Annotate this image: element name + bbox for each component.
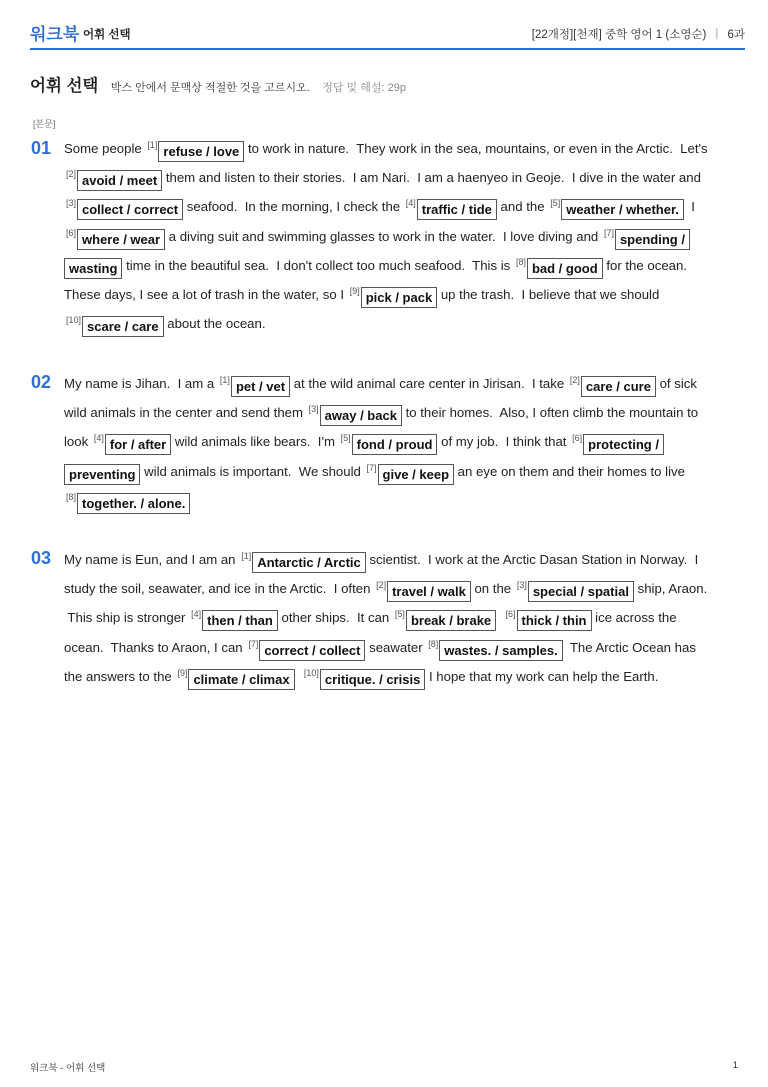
passage-line (64, 659, 742, 688)
blank-number: [6] (505, 609, 516, 620)
blank-number: [9] (177, 667, 188, 678)
passage-text: ice across the (591, 610, 677, 626)
passage-line (64, 219, 742, 248)
passage-line (64, 542, 742, 571)
blank-number: [2] (376, 580, 387, 591)
passage-line (64, 306, 742, 335)
blank-number: [5] (550, 198, 561, 209)
passage-text: to work in nature. They work in the sea, mountains, or even in the Arctic. Let's (244, 141, 708, 156)
blank-number: [1] (241, 551, 252, 561)
blank-number: [3] (66, 198, 77, 209)
passage-line (64, 189, 742, 218)
choice-box[interactable]: scare / care (82, 316, 164, 337)
passage-text: of sick (655, 376, 697, 391)
blank-number: [5] (394, 609, 405, 620)
blank-number: [4] (93, 433, 104, 444)
blank-number: [10] (303, 667, 319, 678)
answer-reference: 정답 및 해설: 29p (322, 82, 406, 94)
passage-text: I hope that my work can help the Earth. (425, 668, 659, 684)
passage-text: of my job. I think that (437, 434, 571, 450)
passage-text: up the trash. I believe that we should (437, 286, 660, 302)
passage-text: at the wild animal care center in Jirisan. I take (290, 376, 568, 391)
passage-text: The Arctic Ocean has (562, 639, 696, 655)
blank-number: [3] (516, 580, 527, 591)
passage-line (64, 277, 742, 306)
choice-box[interactable]: weather / whether. (561, 199, 684, 220)
choice-box[interactable]: traffic / tide (417, 199, 497, 220)
choice-box[interactable]: avoid / meet (77, 170, 162, 191)
passage-text: for the ocean. (602, 257, 687, 273)
lesson-label: 6과 (727, 29, 745, 41)
passage-text: wild animals in the center and send them (64, 405, 307, 421)
choice-box[interactable]: pick / pack (361, 287, 437, 308)
blank-number: [10] (66, 315, 82, 326)
passage-text: wild animals is important. We should (140, 463, 365, 479)
blank-number: [1] (147, 140, 158, 150)
blank-number: [6] (572, 433, 583, 444)
section-title-row (30, 72, 406, 96)
blank-number: [7] (603, 227, 614, 238)
choice-box[interactable]: then / than (202, 610, 278, 631)
passage-text: Some people (64, 141, 146, 156)
passage-text: to their homes. Also, I often climb the mountain to (401, 405, 699, 421)
blank-number: [8] (66, 491, 77, 502)
choice-box[interactable]: pet / vet (231, 376, 290, 397)
passage-line (64, 483, 742, 512)
choice-box[interactable]: Antarctic / Arctic (252, 552, 366, 573)
choice-box[interactable]: protecting / (583, 434, 664, 455)
passage-text: I (683, 199, 695, 215)
blank-number: [6] (66, 227, 77, 238)
passage-line (64, 454, 742, 483)
instruction-text: 박스 안에서 문맥상 적절한 것을 고르시오. (110, 82, 310, 94)
passage-line (64, 630, 742, 659)
blank-number: [8] (515, 256, 526, 267)
choice-box[interactable]: preventing (64, 464, 140, 485)
page-header (30, 20, 745, 50)
choice-box[interactable]: break / brake (406, 610, 496, 631)
passage-text: This ship is stronger (64, 610, 190, 626)
blank-number: [1] (219, 375, 230, 385)
passage-text: an eye on them and their homes to live (454, 463, 685, 479)
brand-title: 워크북 (30, 25, 80, 44)
passage-text: about the ocean. (163, 316, 266, 332)
blank-number: [8] (428, 638, 439, 649)
source-tag: [본문] (33, 119, 56, 129)
passage-line (64, 571, 742, 600)
choice-box[interactable]: where / wear (77, 229, 165, 250)
passage-text: and the (496, 199, 549, 215)
choice-box[interactable]: care / cure (581, 376, 656, 397)
header-subtitle: 어휘 선택 (83, 29, 131, 41)
header-separator: ㅣ (711, 29, 723, 41)
passage-line (64, 160, 742, 189)
passage-text: on the (470, 581, 515, 597)
passage-text: time in the beautiful sea. I don't collect too much seafood. This is (122, 257, 514, 273)
blank-number: [3] (308, 404, 319, 415)
passage-03 (64, 542, 742, 688)
passage-line (64, 131, 742, 160)
footer-label: 워크북 - 어휘 선택 (30, 1063, 106, 1074)
choice-box[interactable]: climate / climax (188, 669, 294, 690)
passage-text: seawater (365, 639, 427, 655)
choice-box[interactable]: away / back (320, 405, 402, 426)
passage-text: My name is Eun, and I am an (64, 552, 240, 567)
section-title: 어휘 선택 (30, 77, 99, 95)
choice-box[interactable]: spending / (615, 229, 690, 250)
blank-number: [2] (569, 375, 580, 385)
passage-text: ocean. Thanks to Araon, I can (64, 639, 247, 655)
choice-box[interactable]: wastes. / samples. (439, 640, 562, 661)
passage-text (295, 669, 302, 684)
blank-number: [7] (248, 638, 259, 649)
passage-text: them and listen to their stories. I am Nari. I am a haenyeo in Geoje. I dive in the water and (162, 170, 701, 186)
choice-box[interactable]: bad / good (527, 258, 603, 279)
choice-box[interactable]: wasting (64, 258, 122, 279)
passage-text: study the soil, seawater, and ice in the Arctic. I often (64, 581, 375, 597)
blank-number: [5] (340, 433, 351, 444)
choice-box[interactable]: travel / walk (387, 581, 471, 602)
course-title: [22개정][천재] 중학 영어 1 (소영순) (531, 29, 707, 41)
passage-text: scientist. I work at the Arctic Dasan Station in Norway. I (365, 552, 699, 567)
blank-number: [4] (405, 198, 416, 209)
question-number-02: 02 (31, 372, 52, 392)
choice-box[interactable]: correct / collect (259, 640, 365, 661)
blank-number: [7] (366, 462, 377, 473)
choice-box[interactable]: thick / thin (517, 610, 592, 631)
choice-box[interactable]: special / spatial (528, 581, 634, 602)
question-number-03: 03 (31, 548, 52, 568)
passage-text: other ships. It can (277, 610, 393, 626)
passage-01 (64, 131, 742, 335)
passage-line (64, 424, 742, 453)
passage-line (64, 600, 742, 629)
passage-text: My name is Jihan. I am a (64, 376, 218, 391)
page-number: 1 (732, 1060, 738, 1071)
passage-02 (64, 366, 742, 512)
passage-line (64, 248, 742, 277)
passage-text: look (64, 434, 92, 450)
choice-box[interactable]: critique. / crisis (320, 669, 425, 690)
choice-box[interactable]: for / after (105, 434, 171, 455)
passage-text: the answers to the (64, 668, 176, 684)
passage-text: seafood. In the morning, I check the (183, 199, 404, 215)
choice-box[interactable]: collect / correct (77, 199, 183, 220)
choice-box[interactable]: refuse / love (158, 141, 244, 162)
choice-box[interactable]: together. / alone. (77, 493, 190, 514)
blank-number: [4] (191, 609, 202, 620)
question-number-01: 01 (31, 138, 52, 158)
passage-text: ship, Araon. (633, 581, 708, 597)
passage-text: These days, I see a lot of trash in the water, so I (64, 286, 348, 302)
passage-line (64, 366, 742, 395)
passage-line (64, 395, 742, 424)
course-info (532, 26, 745, 42)
passage-text (496, 610, 503, 625)
choice-box[interactable]: fond / proud (352, 434, 438, 455)
passage-text: a diving suit and swimming glasses to work in the water. I love diving and (165, 228, 602, 244)
passage-text: wild animals like bears. I'm (171, 434, 339, 450)
blank-number: [2] (66, 169, 77, 180)
choice-box[interactable]: give / keep (378, 464, 454, 485)
blank-number: [9] (349, 285, 360, 296)
